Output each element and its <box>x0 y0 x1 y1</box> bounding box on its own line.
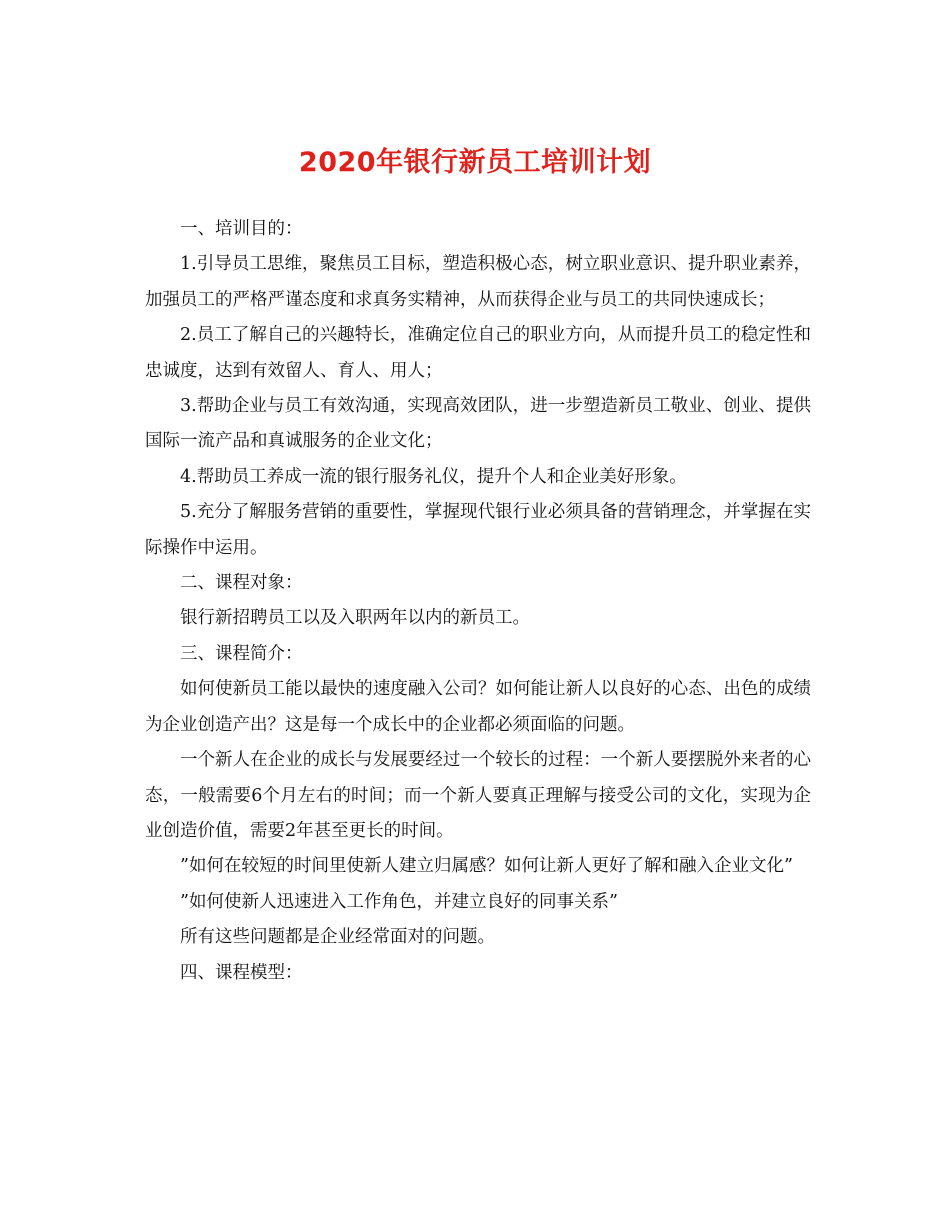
audience-text: 银行新招聘员工以及入职两年以内的新员工。 <box>180 608 530 629</box>
section-heading-purpose: 一、培训目的： <box>180 219 303 239</box>
section-heading-audience: 二、课程对象： <box>180 573 303 594</box>
purpose-item-1: 1.引导员工思维，聚焦员工目标，塑造积极心态，树立职业意识、提升职业素养，加强员工的严格严谨态度和求真务实精神，从而获得企业与员工的共同快速成长； <box>145 254 811 310</box>
section-heading-intro: 三、课程简介： <box>180 643 303 664</box>
purpose-item-2: 2.员工了解自己的兴趣特长，准确定位自己的职业方向，从而提升员工的稳定性和忠诚度，达到有效留人、育人、用人； <box>145 325 811 381</box>
purpose-item-5: 5.充分了解服务营销的重要性，掌握现代银行业必须具备的营销理念，并掌握在实际操作中运用。 <box>145 502 811 558</box>
document-title: 2020年银行新员工培训计划 <box>298 147 652 178</box>
intro-paragraph-1: 如何使新员工能以最快的速度融入公司？如何能让新人以良好的心态、出色的成绩为企业创造产出？这是每一个成长中的企业都必须面临的问题。 <box>145 679 811 735</box>
section-heading-model: 四、课程模型： <box>180 962 303 983</box>
intro-summary: 所有这些问题都是企业经常面对的问题。 <box>180 927 495 948</box>
purpose-item-4: 4.帮助员工养成一流的银行服务礼仪，提升个人和企业美好形象。 <box>180 466 687 487</box>
intro-quote-2: ”如何使新人迅速进入工作角色，并建立良好的同事关系” <box>180 891 618 912</box>
intro-paragraph-2: 一个新人在企业的成长与发展要经过一个较长的过程：一个新人要摆脱外来者的心态，一般需要6个月左右的时间；而一个新人要真正理解与接受公司的文化，实现为企业创造价值，需要2年甚至更长的时间。 <box>145 750 811 841</box>
purpose-item-3: 3.帮助企业与员工有效沟通，实现高效团队，进一步塑造新员工敬业、创业、提供国际一流产品和真诚服务的企业文化； <box>145 396 811 452</box>
intro-quote-1: ”如何在较短的时间里使新人建立归属感？如何让新人更好了解和融入企业文化” <box>180 856 793 877</box>
document-body <box>145 212 811 991</box>
